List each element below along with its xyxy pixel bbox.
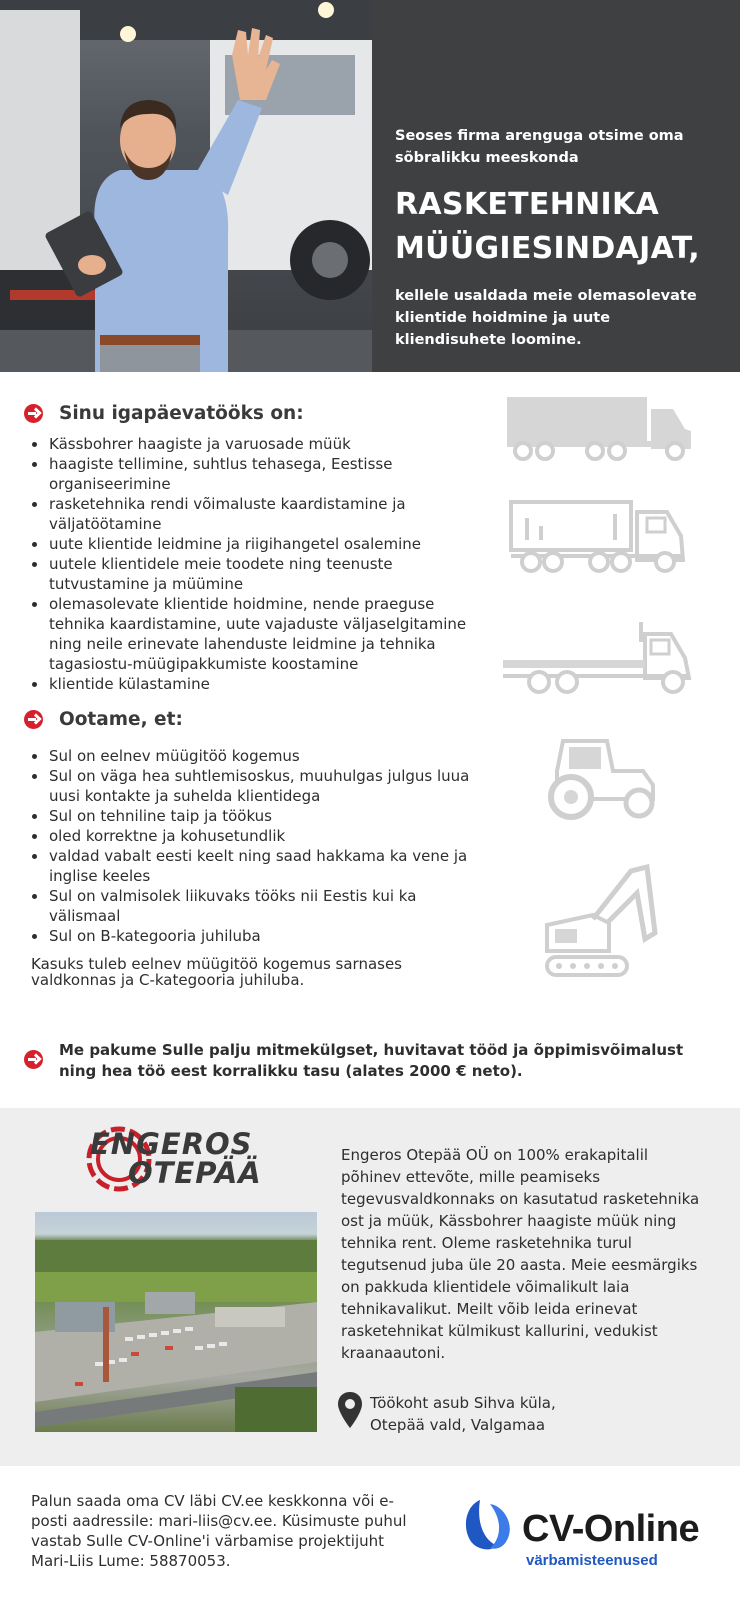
duties-heading <box>24 398 479 428</box>
salesman-illustration <box>0 0 372 372</box>
box-truck-icon <box>507 498 692 576</box>
list-item: uute klientide leidmine ja riigihangetel osalemine <box>24 534 479 554</box>
list-item: valdad vabalt eesti keelt ning saad hakkama ka vene ja inglise keeles <box>24 846 479 886</box>
hero-banner <box>0 0 740 372</box>
hero-intro: Seoses firma arenguga otsime oma sõbralikku meeskonda <box>395 128 684 166</box>
list-item: Sul on eelnev müügitöö kogemus <box>24 746 479 766</box>
list-item: rasketehnika rendi võimaluste kaardistamine ja väljatöötamine <box>24 494 479 534</box>
location-line2: Otepää vald, Valgamaa <box>370 1416 546 1434</box>
hero-text-block <box>395 125 725 351</box>
list-item: uutele klientidele meie toodete ning teenuste tutvustamine ja müümine <box>24 554 479 594</box>
list-item: Sul on tehniline taip ja töökus <box>24 806 479 826</box>
expect-list <box>24 746 479 946</box>
job-title-line1: RASKETEHNIKA <box>395 187 660 222</box>
expect-heading <box>24 704 479 734</box>
logo-line1: ENGEROS <box>90 1127 253 1161</box>
expect-title: Ootame, et: <box>59 708 183 730</box>
job-title <box>395 183 725 271</box>
hero-subtitle: kellele usaldada meie olemasolevate klientide hoidmine ja uute kliendisuhete loomine. <box>395 288 697 348</box>
aerial-photo-yard <box>35 1212 317 1432</box>
list-item: olemasolevate klientide hoidmine, nende praeguse tehnika kaardistamine, uute vajaduste väljaselgitamine ning neile erinevate lahenduste leidmine ja tehnika tagasiostu-müügipakkumiste koostamine <box>24 594 479 674</box>
location-text <box>370 1392 556 1436</box>
company-section <box>0 1108 740 1466</box>
flatbed-truck-icon <box>501 620 696 700</box>
list-item: Sul on B-kategooria juhiluba <box>24 926 479 946</box>
job-location <box>338 1392 556 1436</box>
list-item: haagiste tellimine, suhtlus tehasega, Eestisse organiseerimine <box>24 454 479 494</box>
list-item: klientide külastamine <box>24 674 479 694</box>
cv-online-logo <box>460 1496 710 1576</box>
arrow-right-icon <box>24 710 43 729</box>
list-item: Kässbohrer haagiste ja varuosade müük <box>24 434 479 454</box>
list-item: Sul on valmisolek liikuvaks tööks nii Eestis kui ka välismaal <box>24 886 479 926</box>
offer-text: Me pakume Sulle palju mitmekülgset, huvitavat tööd ja õppimisvõimalust ning hea töö eest korralikku tasu (alates 2000 € neto). <box>59 1041 684 1080</box>
bonus-note: Kasuks tuleb eelnev müügitöö kogemus sarnases valdkonnas ja C-kategooria juhiluba. <box>31 955 403 989</box>
hero-photo-salesman <box>0 0 372 372</box>
list-item: Sul on väga hea suhtlemisoskus, muuhulgas julgus luua uusi kontakte ja suhelda klientidega <box>24 766 479 806</box>
footer <box>0 1466 740 1608</box>
location-pin-icon <box>338 1392 362 1428</box>
cv-online-brand-name: CV-Online <box>522 1508 700 1550</box>
application-instructions: Palun saada oma CV läbi CV.ee keskkonna või e-posti aadressile: mari-liis@cv.ee. Küsimuste puhul vastab Sulle CV-Online'i värbamise projektijuht Mari-Liis Lume: 58870053. <box>31 1492 407 1570</box>
cv-online-brand-sub: värbamisteenused <box>526 1552 658 1569</box>
job-details <box>24 398 479 988</box>
engeros-logo-text <box>90 1127 262 1190</box>
logo-line2: OTEPÄÄ <box>128 1156 262 1190</box>
job-title-line2: MÜÜGIESINDAJAT, <box>395 231 700 266</box>
semi-truck-icon <box>505 395 695 465</box>
company-description: Engeros Otepää OÜ on 100% erakapitalil põhinev ettevõte, mille peamiseks tegevusvaldkonnaks on kasutatud rasketehnika ost ja müük, Kässbohrer haagiste müük ning tehnika rent. Oleme rasketehnika turul tegutsenud juba üle 20 aasta. Meie eesmärgiks on pakkuda klientidele võimalikult laia tehnikavalikut. Meilt võib leida erinevat rasketehnikat külmikust kallurini, vedukist kraanaautoni. <box>341 1146 700 1362</box>
arrow-right-icon <box>24 404 43 423</box>
engeros-logo <box>80 1124 270 1194</box>
arrow-right-icon <box>24 1050 43 1069</box>
aerial-yard-illustration <box>35 1212 317 1432</box>
duties-list <box>24 434 479 694</box>
cv-online-emblem-icon <box>460 1496 518 1554</box>
offer-block <box>24 1040 714 1082</box>
tractor-icon <box>543 737 663 822</box>
location-line1: Töökoht asub Sihva küla, <box>370 1394 556 1412</box>
excavator-icon <box>543 863 663 983</box>
duties-title: Sinu igapäevatööks on: <box>59 402 304 424</box>
list-item: oled korrektne ja kohusetundlik <box>24 826 479 846</box>
